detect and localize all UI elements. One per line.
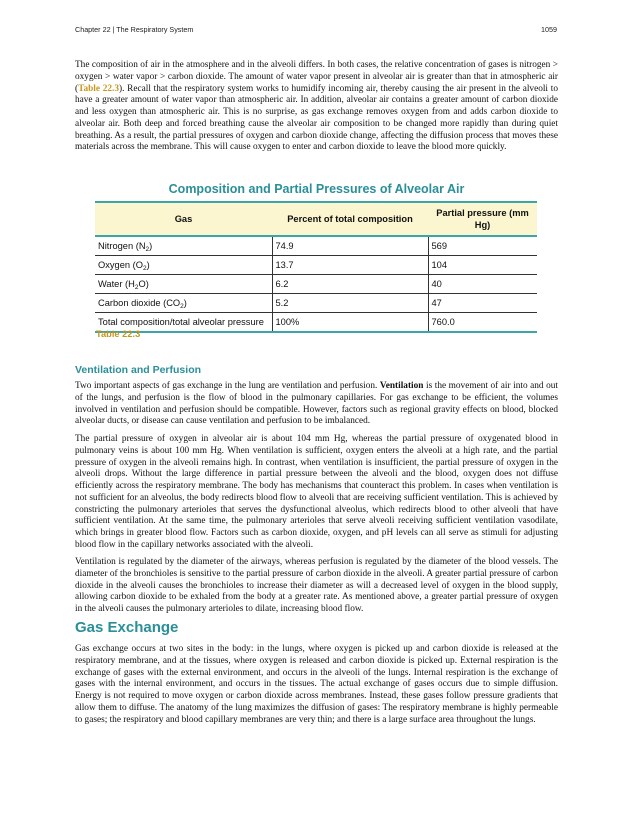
ventilation-paragraph-2: The partial pressure of oxygen in alveolar air is about 104 mm Hg, whereas the partial pressure of oxygenated blood in pulmonary veins is about 100 mm Hg. When ventilation is sufficient, oxygen enters the alveoli at a high rate, and the partial pressure of oxygen in the alveoli remains high. In contrast, when ventilation is insufficient, the partial pressure of oxygen in the alveoli drops. Without the large difference in partial pressure between the alveoli and the blood, oxygen does not diffuse efficiently across the respiratory membrane. The body has mechanisms that counteract this problem. In cases when ventilation is not sufficient for an alveolus, the body redirects blood flow to alveoli that are receiving sufficient ventilation. This is achieved by constricting the pulmonary arterioles that serves the dysfunctional alveolus, which redirects blood to other alveoli that have sufficient ventilation. At the same time, the pulmonary arterioles that serve alveoli receiving sufficient ventilation vasodilate, which brings in greater blood flow. Factors such as carbon dioxide, oxygen, and pH levels can all serve as stimuli for adjusting blood flow in the capillary networks associated with the alveoli. bbox=[75, 434, 558, 550]
table-row bbox=[95, 294, 537, 313]
percent-cell: 5.2 bbox=[272, 294, 428, 313]
running-head bbox=[75, 25, 557, 34]
header-gas: Gas bbox=[95, 202, 272, 236]
pressure-cell: 569 bbox=[428, 236, 537, 256]
table-row bbox=[95, 236, 537, 256]
gas-cell: Water $(H_2O)$ bbox=[95, 275, 272, 294]
pressure-cell: 104 bbox=[428, 256, 537, 275]
percent-cell: 74.9 bbox=[272, 236, 428, 256]
gas-cell: Total composition/total alveolar pressure bbox=[95, 313, 272, 333]
ventilation-paragraph-1: Two important aspects of gas exchange in the lung are ventilation and perfusion. Ventilation is the movement of air into and out of the lungs, and perfusion is the flow of blood in the pulmonary capillaries. For gas exchange to be efficient, the volumes involved in ventilation and perfusion should be compatible. However, factors such as regional gravity effects on blood, blocked alveolar ducts, or disease can cause ventilation and perfusion to be imbalanced. bbox=[75, 381, 558, 427]
intro-paragraph bbox=[75, 60, 558, 154]
section-heading-ventilation: Ventilation and Perfusion bbox=[75, 364, 202, 376]
table-row bbox=[95, 256, 537, 275]
section-heading-gas-exchange: Gas Exchange bbox=[75, 619, 179, 636]
table-row bbox=[95, 275, 537, 294]
gas-exchange-paragraph: Gas exchange occurs at two sites in the body: in the lungs, where oxygen is picked up and carbon dioxide is released at the respiratory membrane, and at the tissues, where oxygen is released and carbon dioxide is picked up. External respiration is the exchange of gases with the external environment, and occurs in the alveoli of the lungs. Internal respiration is the exchange of gases with the internal environment, and occurs in the tissues. The actual exchange of gases occurs due to simple diffusion. Energy is not required to move oxygen or carbon dioxide across membranes. Instead, these gases follow pressure gradients that allow them to diffuse. The anatomy of the lung maximizes the diffusion of gases: The respiratory membrane is highly permeable to gases; the respiratory and blood capillary membranes are very thin; and there is a large surface area throughout the lungs. bbox=[75, 644, 558, 725]
table-link[interactable]: Table 22.3 bbox=[78, 83, 119, 94]
ventilation-paragraph-3: Ventilation is regulated by the diameter of the airways, whereas perfusion is regulated by the diameter of the blood vessels. The diameter of the bronchioles is sensitive to the partial pressure of carbon dioxide in the alveoli. A greater partial pressure of carbon dioxide in the alveoli causes the bronchioles to increase their diameter as will a decreased level of oxygen in the blood supply, allowing carbon dioxide to be exhaled from the body at a greater rate. As mentioned above, a greater partial pressure of oxygen in the alveoli causes the pulmonary arterioles to dilate, increasing blood flow. bbox=[75, 557, 558, 614]
percent-cell: 100% bbox=[272, 313, 428, 333]
gas-cell: Carbon dioxide $(CO_2)$ bbox=[95, 294, 272, 313]
gas-cell: Oxygen $(O_2)$ bbox=[95, 256, 272, 275]
alveolar-air-table bbox=[95, 201, 537, 333]
header-percent: Percent of total composition bbox=[272, 202, 428, 236]
pressure-cell: 760.0 bbox=[428, 313, 537, 333]
pressure-cell: 40 bbox=[428, 275, 537, 294]
page-number: 1059 bbox=[541, 25, 557, 34]
percent-cell: 13.7 bbox=[272, 256, 428, 275]
percent-cell: 6.2 bbox=[272, 275, 428, 294]
key-term: Ventilation bbox=[379, 381, 424, 391]
gas-cell: Nitrogen $(N_2)$ bbox=[95, 236, 272, 256]
table-caption: Table 22.3 bbox=[96, 329, 141, 339]
pressure-cell: 47 bbox=[428, 294, 537, 313]
table-title: Composition and Partial Pressures of Alveolar Air bbox=[168, 182, 465, 196]
intro-text-start: The composition of air in the atmosphere and in the alveoli differs. In both cases, the relative concentration of gases is nitrogen > oxygen > water vapor > carbon dioxide. The amount of water vapor present in alveolar air is greater than that in atmospheric air ( bbox=[75, 60, 558, 94]
intro-text-end: ). Recall that the respiratory system works to humidify incoming air, thereby causing the air present in the alveoli to have a greater amount of water vapor than atmospheric air. In addition, alveolar air contains a greater amount of carbon dioxide and less oxygen than atmospheric air. This is no surprise, as gas exchange removes oxygen from and adds carbon dioxide to alveolar air. Both deep and forced breathing cause the alveolar air composition to be changed more rapidly than during quiet breathing. As a result, the partial pressures of oxygen and carbon dioxide change, affecting the diffusion process that moves these materials across the membrane. This will cause oxygen to enter and carbon dioxide to leave the blood more quickly. bbox=[75, 83, 558, 153]
table-row bbox=[95, 313, 537, 333]
header-pressure: Partial pressure (mm Hg) bbox=[428, 202, 537, 236]
chapter-title: Chapter 22 | The Respiratory System bbox=[75, 25, 194, 34]
